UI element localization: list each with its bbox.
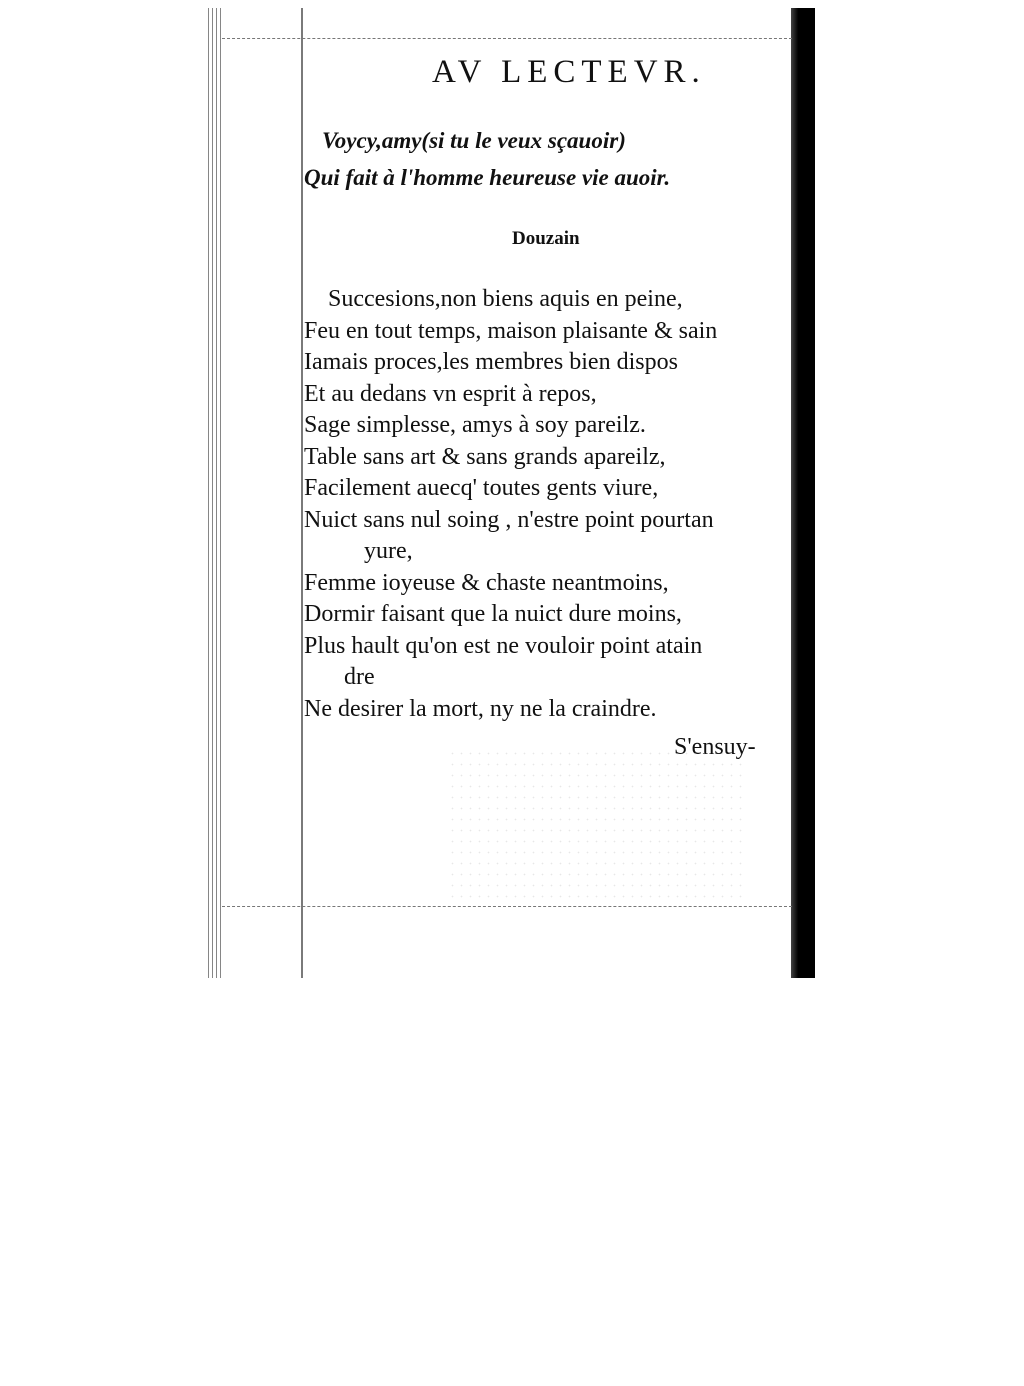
poem-line: Succesions,non biens aquis en peine, (328, 286, 683, 312)
poem-line: Table sans art & sans grands apareilz, (304, 443, 666, 470)
poem-body (304, 284, 794, 725)
poem-line: Femme ioyeuse & chaste neantmoins, (304, 569, 669, 596)
poem-line: Feu en tout temps, maison plaisante & sain (304, 317, 718, 344)
poem-line: Nuict sans nul soing , n'estre point pourtan (304, 506, 714, 533)
poem-line-continuation: yure, (364, 538, 413, 564)
epigraph-line: Qui fait à l'homme heureuse vie auoir. (304, 165, 671, 190)
poem-subtitle: Douzain (512, 228, 580, 249)
book-spine (791, 8, 815, 978)
bleed-through-texture (448, 748, 748, 898)
bottom-rule (222, 906, 792, 907)
epigraph-line: Voycy,amy(si tu le veux sçauoir) (322, 128, 626, 153)
epigraph (304, 122, 784, 196)
poem-line: Facilement auecq' toutes gents viure, (304, 475, 659, 501)
poem-line: Iamais proces,les membres bien dispos (304, 349, 678, 375)
book-page (208, 8, 815, 978)
poem-line: Ne desirer la mort, ny ne la craindre. (304, 695, 657, 722)
poem-line: Et au dedans vn esprit à repos, (304, 380, 597, 407)
poem-line: Sage simplesse, amys à soy pareilz. (304, 412, 646, 438)
page-edge-left (208, 8, 222, 978)
top-rule (222, 38, 792, 39)
catchword: S'ensuy- (674, 734, 756, 760)
gutter-line (301, 8, 303, 978)
poem-line: Plus hault qu'on est ne vouloir point atain (304, 632, 703, 659)
poem-line: Dormir faisant que la nuict dure moins, (304, 601, 682, 627)
page-heading: AV LECTEVR. (432, 54, 706, 90)
poem-line-continuation: dre (344, 664, 375, 690)
